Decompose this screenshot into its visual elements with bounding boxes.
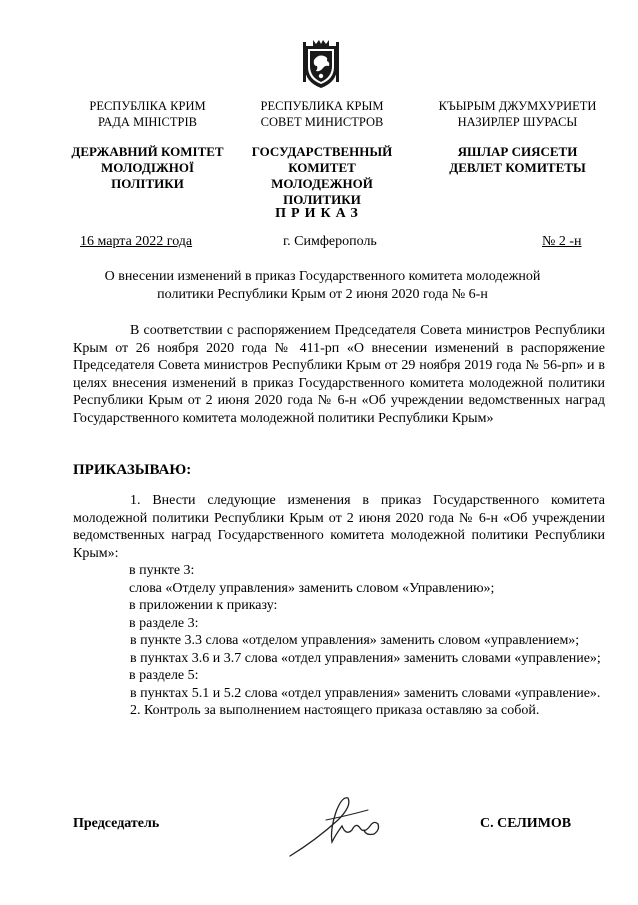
header-middle-line1: РЕСПУБЛИКА КРЫМ bbox=[260, 99, 384, 113]
order-subitem: слова «Отделу управления» заменить словом «Управлению»; bbox=[129, 580, 495, 596]
order-subitem: в пунктах 5.1 и 5.2 слова «отдел управления» заменить словами «управление». bbox=[130, 685, 601, 701]
header-left-org-line: МОЛОДІЖНОЇ bbox=[100, 160, 195, 175]
header-middle-org-line: КОМИТЕТ МОЛОДЕЖНОЙ bbox=[271, 160, 373, 191]
order-subitem: в разделе 3: bbox=[129, 615, 199, 631]
header-right-crimean-tatar bbox=[420, 98, 615, 176]
header-right-line1: КЪЫРЫМ ДЖУМХУРИЕТИ bbox=[438, 99, 597, 113]
document-city: г. Симферополь bbox=[283, 234, 377, 249]
header-right-line2: НАЗИРЛЕР ШУРАСЫ bbox=[457, 115, 578, 129]
order-item-1: 1. Внести следующие изменения в приказ Государственного комитета молодежной политики Республики Крым от 2 июня 2020 года № 6-н «Об учреждении ведомственных наград Государственного комитета молодежной политики Республики Крым»: bbox=[73, 493, 605, 561]
header-middle-org-line: ГОСУДАРСТВЕННЫЙ bbox=[251, 144, 393, 159]
header-left-ukrainian bbox=[60, 98, 235, 192]
crimea-emblem-icon bbox=[299, 38, 343, 90]
order-subitem: в разделе 5: bbox=[129, 668, 199, 683]
header-middle-russian bbox=[243, 98, 401, 208]
header-right-org-line: ЯШЛАР СИЯСЕТИ bbox=[457, 144, 578, 159]
document-preamble: В соответствии с распоряжением Председателя Совета министров Республики Крым от 26 ноября 2020 года № 411-рп «О внесении изменений в распоряжение Председателя Совета министров Республики Крым от 29 ноября 2019 года № 56-рп» и в целях внесения изменений в приказ Государственного комитета молодежной политики Республики Крым от 2 июня 2020 года № 6-н «Об учреждении ведомственных наград Государственного комитета молодежной политики Республики Крым» bbox=[73, 323, 605, 426]
header-right-org-line: ДЕВЛЕТ КОМИТЕТЫ bbox=[449, 160, 586, 175]
header-left-org-line: ДЕРЖАВНИЙ КОМІТЕТ bbox=[71, 144, 224, 159]
header-middle-line2: СОВЕТ МИНИСТРОВ bbox=[260, 115, 384, 129]
signatory-position: Председатель bbox=[73, 816, 160, 831]
order-subitem: в пунктах 3.6 и 3.7 слова «отдел управления» заменить словами «управление»; bbox=[130, 650, 601, 666]
order-item-2: 2. Контроль за выполнением настоящего приказа оставляю за собой. bbox=[130, 703, 540, 718]
order-items bbox=[73, 492, 605, 720]
handwritten-signature-icon bbox=[286, 790, 386, 860]
header-middle-org-line: ПОЛИТИКИ bbox=[283, 192, 361, 207]
order-heading: ПРИКАЗЫВАЮ: bbox=[73, 462, 192, 478]
document-number: № 2 -н bbox=[542, 234, 582, 249]
header-left-org bbox=[60, 144, 235, 192]
header-left-org-line: ПОЛІТИКИ bbox=[111, 176, 184, 191]
document-date: 16 марта 2022 года bbox=[80, 234, 193, 249]
header-middle-org bbox=[243, 144, 401, 208]
order-subitem: в пункте 3: bbox=[129, 563, 195, 578]
order-subitem: в пункте 3.3 слова «отделом управления» заменить словом «управлением»; bbox=[130, 633, 580, 648]
signatory-name: С. СЕЛИМОВ bbox=[480, 816, 572, 831]
document-subject: О внесении изменений в приказ Государственного комитета молодежной политики Республики Крым от 2 июня 2020 года № 6-н bbox=[104, 269, 541, 302]
header-left-line2: РАДА МІНІСТРІВ bbox=[98, 115, 197, 129]
document-title: ПРИКАЗ bbox=[275, 206, 363, 221]
header-left-line1: РЕСПУБЛІКА КРИМ bbox=[89, 99, 206, 113]
header-right-org bbox=[420, 144, 615, 176]
order-subitem: в приложении к приказу: bbox=[129, 598, 278, 613]
